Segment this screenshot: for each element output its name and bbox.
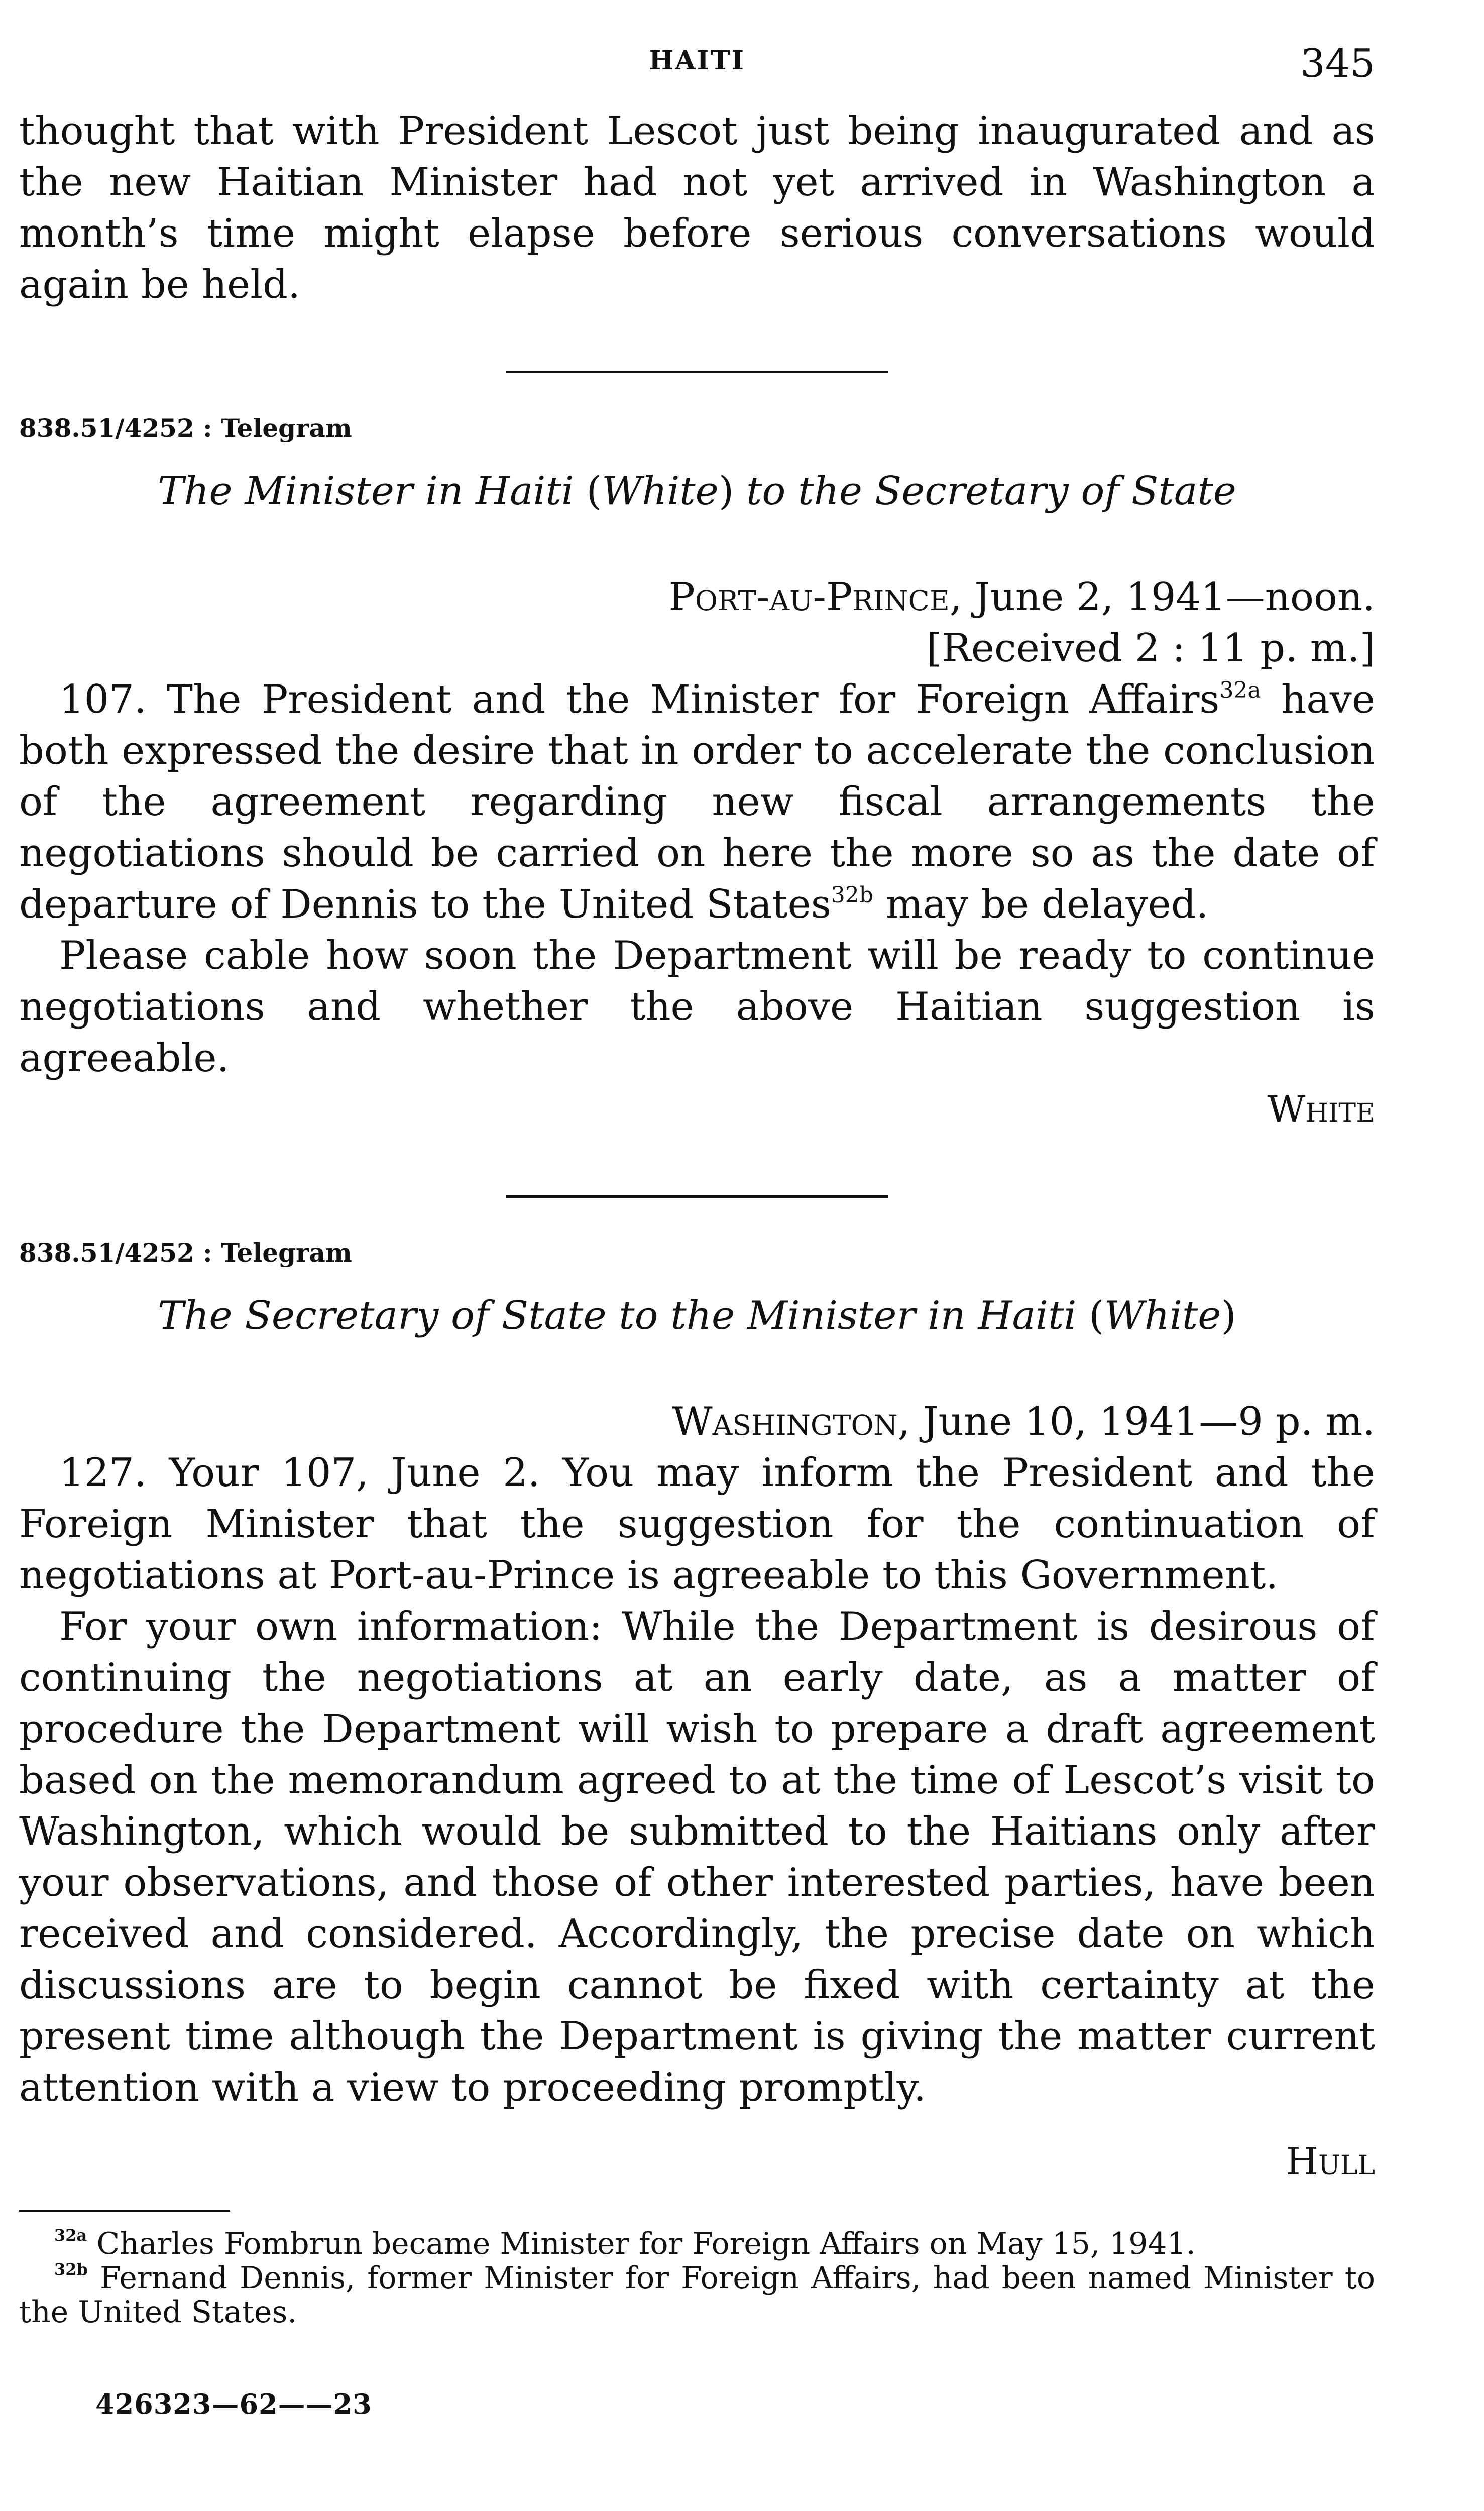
paragraph-text: may be delayed. xyxy=(873,882,1209,927)
dateline-place: Washington xyxy=(672,1399,898,1444)
footnote-text: Charles Fombrun became Minister for Foreign Affairs on May 15, 1941. xyxy=(96,2226,1196,2261)
section-divider xyxy=(506,1195,888,1198)
section-divider xyxy=(506,371,888,373)
signature: Hull xyxy=(1286,2140,1375,2183)
footnote-ref: 32b xyxy=(831,882,873,908)
dateline xyxy=(19,1396,1375,1447)
dateline-date: , June 10, 1941—9 p. m. xyxy=(897,1399,1375,1444)
telegram-paragraph: For your own information: While the Department is desirous of continuing the negotiations at an early date, as a matter of procedure the Department will wish to prepare a draft agreement based on the memorandum agreed to at the time of Lescot’s visit to Washington, which would be submitted to the Haitians only after your observations, and those of other interested parties, have been received and considered. Accordingly, the precise date on which discussions are to begin cannot be fixed with certainty at the present time although the Department is giving the matter current attention with a view to proceeding promptly. xyxy=(19,1604,1375,2110)
printer-code: 426323—62——23 xyxy=(95,2388,372,2420)
signature: White xyxy=(1267,1088,1375,1131)
running-head xyxy=(19,30,1375,105)
page-number: 345 xyxy=(1300,41,1375,86)
footnotes xyxy=(19,2227,1375,2329)
footnote xyxy=(19,2261,1375,2329)
received-note: [Received 2 : 11 p. m.] xyxy=(926,626,1375,671)
document-page xyxy=(19,30,1375,2329)
paragraph-text: 107. The President and the Minister for Foreign Affairs xyxy=(59,677,1220,722)
heading-part: The Secretary of State to the Minister in Haiti xyxy=(158,1293,1089,1338)
telegram-paragraph: Please cable how soon the Department will be ready to continue negotiations and whether the above Haitian suggestion is agreeable. xyxy=(19,933,1375,1081)
dateline-place: Port-au-Prince xyxy=(668,575,950,620)
telegram-heading xyxy=(19,466,1375,516)
heading-part: to the Secretary of State xyxy=(734,469,1236,514)
heading-part: White xyxy=(1104,1293,1221,1338)
footnote-ref: 32a xyxy=(1219,677,1261,703)
heading-paren-close: ) xyxy=(1221,1293,1236,1338)
file-reference: 838.51/4252 : Telegram xyxy=(19,413,352,443)
dateline-date: , June 2, 1941—noon. xyxy=(949,575,1375,620)
paragraph-text: have both expressed the desire that in order to accelerate the conclusion of the agreement regarding new fiscal arrangements the negotiations should be carried on here the more so as the date of departure of Dennis to the United States xyxy=(19,677,1375,927)
telegram-heading xyxy=(19,1291,1375,1341)
footnote-divider xyxy=(19,2210,230,2212)
telegram-1 xyxy=(19,411,1375,1135)
heading-paren-open: ( xyxy=(1089,1293,1104,1338)
running-title: HAITI xyxy=(649,45,745,76)
heading-paren-open: ( xyxy=(586,469,602,514)
footnote-mark: 32b xyxy=(54,2260,88,2279)
footnote-text: Fernand Dennis, former Minister for Foreign Affairs, had been named Minister to the United States. xyxy=(19,2260,1375,2330)
heading-part: White xyxy=(601,469,719,514)
telegram-paragraph xyxy=(19,674,1375,930)
footnote-mark: 32a xyxy=(54,2226,87,2245)
file-reference: 838.51/4252 : Telegram xyxy=(19,1238,352,1268)
telegram-paragraph: 127. Your 107, June 2. You may inform the President and the Foreign Minister that the suggestion for the continuation of negotiations at Port-au-Prince is agreeable to this Government. xyxy=(19,1450,1375,1598)
telegram-2 xyxy=(19,1235,1375,2187)
heading-paren-close: ) xyxy=(718,469,734,514)
heading-part: The Minister in Haiti xyxy=(158,469,587,514)
intro-paragraph: thought that with President Lescot just being inaugurated and as the new Haitian Minister had not yet arrived in Washington a month’s time might elapse before serious conversations would again be held. xyxy=(19,108,1375,307)
footnote xyxy=(19,2227,1375,2261)
dateline xyxy=(19,572,1375,623)
